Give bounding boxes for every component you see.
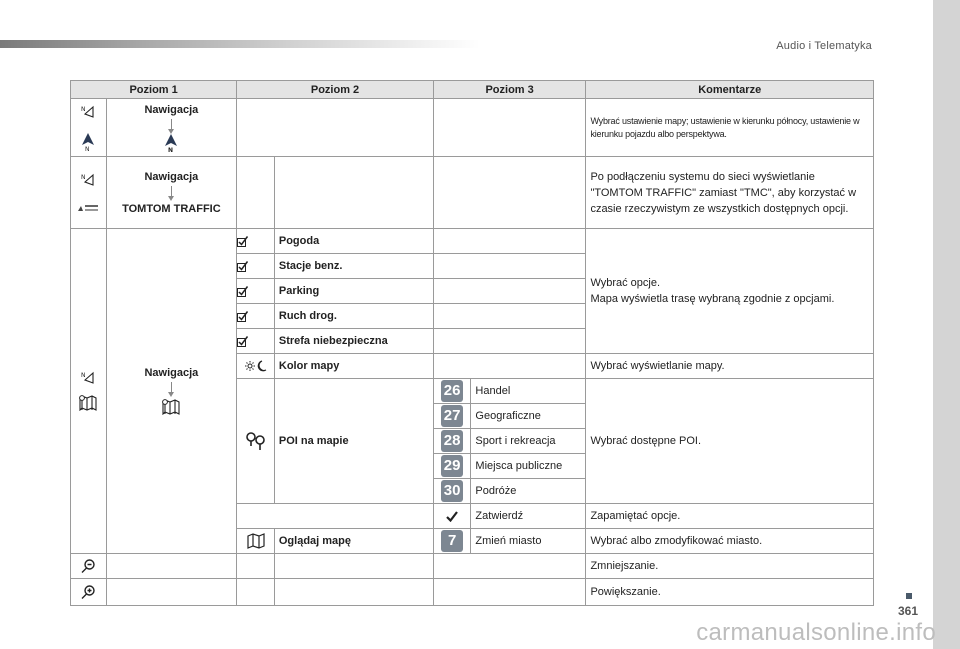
poi-comment: Wybrać dostępne POI. (586, 379, 874, 504)
checkbox-icon (237, 254, 275, 279)
map-color-label: Kolor mapy (274, 354, 433, 379)
table-row (71, 579, 874, 606)
table-row (71, 554, 874, 579)
group-icons (71, 229, 107, 554)
day-night-icon (237, 354, 275, 379)
table-row (71, 99, 874, 157)
down-arrow-icon (171, 382, 172, 393)
header-gradient-bar (0, 40, 480, 48)
col-header-level2: Poziom 2 (237, 81, 434, 99)
map-settings-icon (162, 399, 180, 415)
table-row (71, 157, 874, 229)
svg-text:N: N (168, 146, 174, 152)
zoom-out-comment: Zmniejszanie. (586, 554, 874, 579)
poi-badge-29: 29 (433, 454, 471, 479)
view-map-comment: Wybrać albo zmodyfikować miasto. (586, 529, 874, 554)
nav-icon (81, 105, 95, 119)
options-comment: Wybrać opcje. Mapa wyświetla trasę wybraną zgodnie z opcjami. (586, 229, 874, 354)
checkmark-icon (433, 504, 471, 529)
option-fuel-stations: Stacje benz. (274, 254, 433, 279)
zoom-out-icon (71, 554, 107, 579)
menu-table (70, 80, 874, 606)
row1-icons (71, 99, 107, 157)
row2-level1 (106, 157, 237, 229)
checkbox-icon (237, 229, 275, 254)
map-settings-icon (79, 395, 97, 411)
north-arrow-icon (165, 134, 177, 152)
poi-badge-27: 27 (433, 404, 471, 429)
down-arrow-icon (171, 186, 172, 197)
table-row (71, 229, 874, 254)
row1-level1 (106, 99, 237, 157)
col-header-level1: Poziom 1 (71, 81, 237, 99)
option-traffic: Ruch drog. (274, 304, 433, 329)
map-color-comment: Wybrać wyświetlanie mapy. (586, 354, 874, 379)
group-level1 (106, 229, 237, 554)
table-header-row (71, 81, 874, 99)
nav-icon (81, 371, 95, 385)
row1-comment: Wybrać ustawienie mapy; ustawienie w kierunku północy, ustawienie w kierunku pojazdu albo perspektywa. (586, 99, 874, 157)
svg-text:N: N (81, 173, 86, 181)
change-city-label: Zmień miasto (471, 529, 586, 554)
checkbox-icon (237, 304, 275, 329)
badge-7: 7 (433, 529, 471, 554)
checkbox-icon (237, 329, 275, 354)
svg-text:N: N (81, 372, 86, 379)
poi-item-label: Sport i rekreacja (471, 429, 586, 454)
poi-item-label: Podróże (471, 479, 586, 504)
nav-label: Nawigacja (144, 103, 199, 116)
option-danger-zone: Strefa niebezpieczna (274, 329, 433, 354)
checkbox-icon (237, 279, 275, 304)
watermark: carmanualsonline.info (696, 619, 936, 646)
row2-comment: Po podłączeniu systemu do sieci wyświetlanie "TOMTOM TRAFFIC" zamiast "TMC", aby korzystać w czasie rzeczywistym ze wszystkich dostępnych opcji. (586, 157, 874, 229)
confirm-label: Zatwierdź (471, 504, 586, 529)
section-title: Audio i Telematyka (776, 40, 872, 52)
svg-text:N: N (81, 105, 86, 113)
poi-icon (237, 379, 275, 504)
map-icon (237, 529, 275, 554)
poi-item-label: Geograficzne (471, 404, 586, 429)
nav-label: Nawigacja (144, 170, 199, 183)
option-parking: Parking (274, 279, 433, 304)
poi-badge-30: 30 (433, 479, 471, 504)
poi-badge-26: 26 (433, 379, 471, 404)
poi-item-label: Handel (471, 379, 586, 404)
poi-label: POI na mapie (274, 379, 433, 504)
confirm-comment: Zapamiętać opcje. (586, 504, 874, 529)
tomtom-traffic-icon (77, 203, 99, 213)
page-number: 361 (898, 604, 919, 618)
page-sidebar-strip (933, 0, 960, 649)
tomtom-traffic-label: TOMTOM TRAFFIC (122, 202, 221, 215)
poi-badge-28: 28 (433, 429, 471, 454)
row2-icons (71, 157, 107, 229)
col-header-level3: Poziom 3 (433, 81, 586, 99)
north-arrow-icon (82, 133, 94, 151)
zoom-in-icon (71, 579, 107, 606)
poi-item-label: Miejsca publiczne (471, 454, 586, 479)
option-weather: Pogoda (274, 229, 433, 254)
svg-text:N: N (85, 145, 90, 151)
col-header-comments: Komentarze (586, 81, 874, 99)
down-arrow-icon (171, 119, 172, 130)
nav-icon (81, 173, 95, 187)
nav-label: Nawigacja (144, 367, 199, 379)
zoom-in-comment: Powiększanie. (586, 579, 874, 606)
page-marker (906, 593, 912, 599)
view-map-label: Oglądaj mapę (274, 529, 433, 554)
